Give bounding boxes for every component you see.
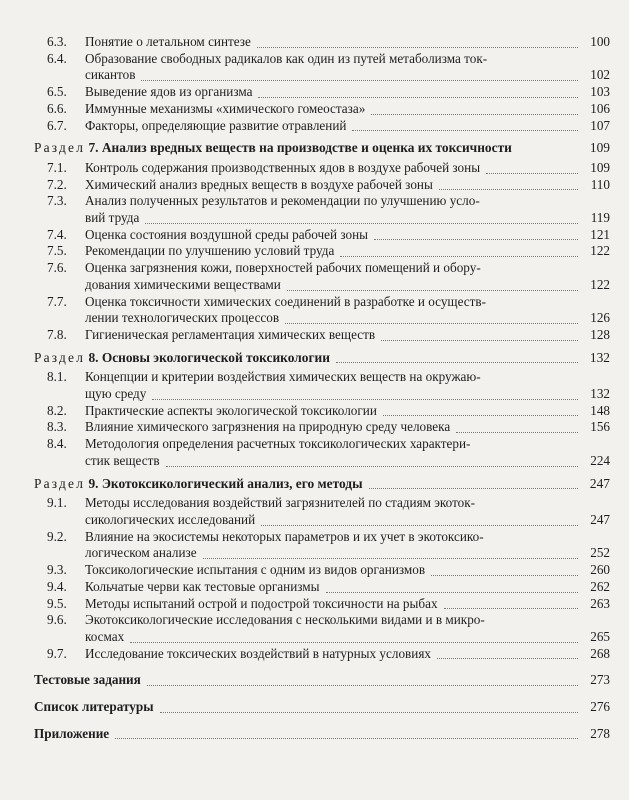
- section-8-items: [34, 369, 610, 469]
- page-number: 148: [590, 402, 610, 418]
- toc-entry-references[interactable]: Список литературы 276: [34, 699, 610, 715]
- toc-entry-7-5[interactable]: 7.5. Рекомендации по улучшению условий труда 122: [47, 243, 610, 259]
- toc-entry-7-6[interactable]: 7.6. Оценка загрязнения кожи, поверхностей рабочих помещений и обору- дования химическими веществами 122: [47, 260, 610, 292]
- page-number: 110: [590, 176, 610, 192]
- toc-entry-9-3[interactable]: 9.3. Токсикологические испытания с одним из видов организмов 260: [47, 562, 610, 578]
- toc-entry-7-1[interactable]: 7.1. Контроль содержания производственных ядов в воздухе рабочей зоны 109: [47, 159, 610, 175]
- toc-entry-6-5[interactable]: 6.5. Выведение ядов из организма 103: [47, 84, 610, 100]
- toc-entry-9-6[interactable]: 9.6. Экотоксикологические исследования с несколькими видами и в микро- космах 265: [47, 612, 610, 644]
- page-number: 247: [590, 511, 610, 527]
- toc-entry-7-7[interactable]: 7.7. Оценка токсичности химических соединений в разработке и осуществ- лении технологических процессов 126: [47, 293, 610, 326]
- toc-entry-9-4[interactable]: 9.4. Кольчатые черви как тестовые организмы 262: [47, 578, 610, 594]
- page-number: 126: [590, 310, 610, 326]
- page-number: 107: [590, 117, 610, 133]
- toc-entry-appendix[interactable]: Приложение 278: [34, 725, 610, 741]
- toc-entry-6-6[interactable]: 6.6. Иммунные механизмы «химического гомеостаза» 106: [47, 100, 610, 116]
- toc-entry-6-3[interactable]: 6.3. Понятие о летальном синтезе 100: [47, 34, 610, 49]
- table-of-contents: [34, 34, 610, 742]
- page-number: 132: [589, 349, 610, 365]
- toc-entry-8-2[interactable]: 8.2. Практические аспекты экологической токсикологии 148: [47, 402, 610, 418]
- toc-entry-8-3[interactable]: 8.3. Влияние химического загрязнения на природную среду человека 156: [47, 419, 610, 435]
- page-number: 273: [590, 672, 610, 688]
- page-number: 122: [590, 276, 610, 292]
- section-6-items: [34, 34, 610, 134]
- section-9-items: [34, 495, 610, 662]
- toc-entry-9-2[interactable]: 9.2. Влияние на экосистемы некоторых параметров и их учет в экотоксико- логическом анализе 252: [47, 528, 610, 561]
- toc-entry-9-7[interactable]: 9.7. Исследование токсических воздействий в натурных условиях 268: [47, 645, 610, 661]
- toc-entry-7-3[interactable]: 7.3. Анализ полученных результатов и рекомендации по улучшению усло- вий труда 119: [47, 193, 610, 226]
- section-9-heading[interactable]: Раздел 9. Экотоксикологический анализ, его методы 247: [34, 475, 610, 491]
- section-label: Раздел: [34, 140, 86, 156]
- page-number: 278: [590, 725, 610, 741]
- page-number: 268: [590, 645, 610, 661]
- toc-entry-8-1[interactable]: 8.1. Концепции и критерии воздействия химических веществ на окружаю- щую среду 132: [47, 369, 610, 402]
- toc-entry-6-4[interactable]: 6.4. Образование свободных радикалов как один из путей метаболизма ток- сикантов 102: [47, 50, 610, 83]
- section-7-heading[interactable]: Раздел 7. Анализ вредных веществ на производстве и оценка их токсичности 109: [34, 140, 610, 156]
- section-8-heading[interactable]: Раздел 8. Основы экологической токсикологии 132: [34, 349, 610, 365]
- page-number: 262: [590, 578, 610, 594]
- toc-entry-7-8[interactable]: 7.8. Гигиеническая регламентация химических веществ 128: [47, 326, 610, 342]
- toc-entry-tests[interactable]: Тестовые задания 273: [34, 672, 610, 688]
- toc-entry-6-7[interactable]: 6.7. Факторы, определяющие развитие отравлений 107: [47, 117, 610, 133]
- page-number: 247: [589, 475, 610, 491]
- page-number: 156: [590, 419, 610, 435]
- page-number: 224: [590, 452, 610, 468]
- page-number: 276: [590, 699, 610, 715]
- page-number: 100: [590, 34, 610, 49]
- toc-entry-9-5[interactable]: 9.5. Методы испытаний острой и подострой токсичности на рыбах 263: [47, 595, 610, 611]
- section-label: Раздел: [34, 349, 86, 365]
- page-number: 121: [590, 226, 610, 242]
- page-number: 265: [590, 628, 610, 644]
- section-7-items: [34, 160, 610, 344]
- page-number: 122: [590, 243, 610, 259]
- toc-entry-7-4[interactable]: 7.4. Оценка состояния воздушной среды рабочей зоны 121: [47, 226, 610, 242]
- page-number: 263: [590, 595, 610, 611]
- section-label: Раздел: [34, 475, 86, 491]
- toc-entry-8-4[interactable]: 8.4. Методология определения расчетных токсикологических характери- стик веществ 224: [47, 436, 610, 468]
- page-number: 252: [590, 545, 610, 561]
- toc-entry-9-1[interactable]: 9.1. Методы исследования воздействий загрязнителей по стадиям экоток- сикологических исследований 247: [47, 495, 610, 527]
- page-number: 109: [590, 159, 610, 175]
- page-number: 132: [590, 386, 610, 402]
- page-number: 119: [590, 210, 610, 226]
- page-number: 102: [590, 67, 610, 83]
- page-number: 128: [590, 326, 610, 342]
- page-number: 260: [590, 562, 610, 578]
- page-number: 106: [590, 100, 610, 116]
- page-number: 109: [589, 140, 610, 156]
- toc-entry-7-2[interactable]: 7.2. Химический анализ вредных веществ в воздухе рабочей зоны 110: [47, 176, 610, 192]
- page-number: 103: [590, 84, 610, 100]
